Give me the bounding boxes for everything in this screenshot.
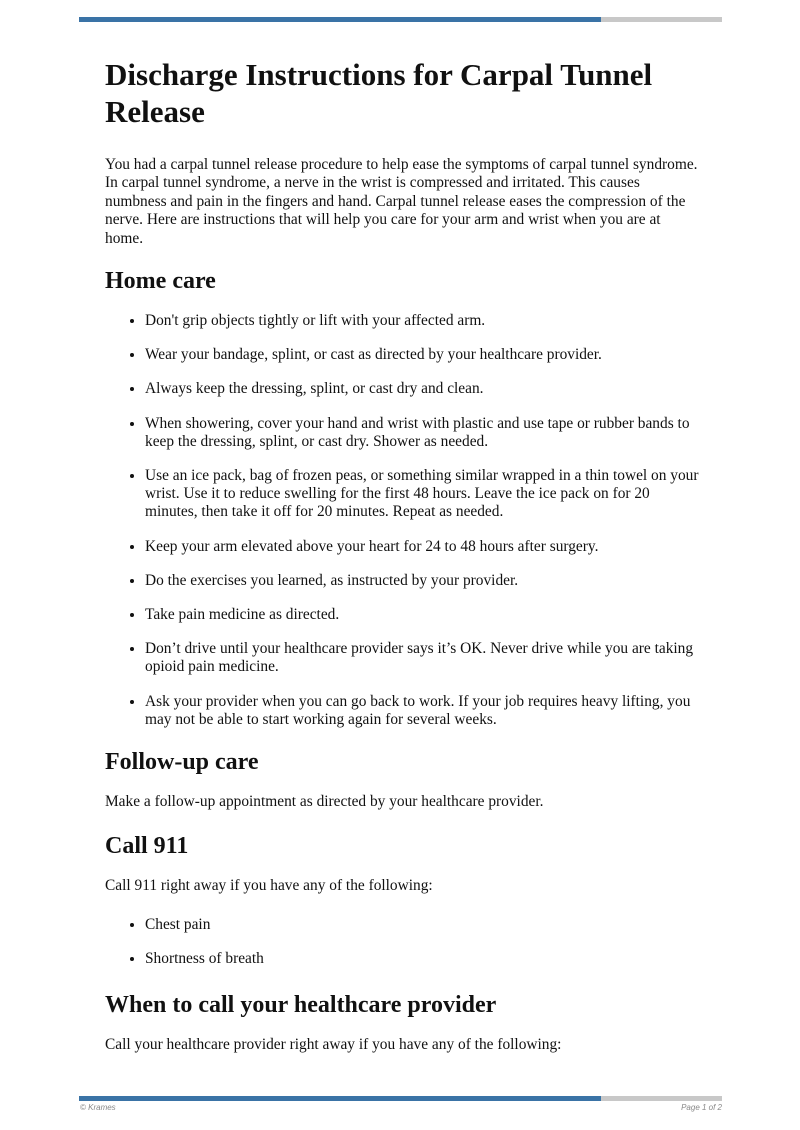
call-911-heading: Call 911 xyxy=(105,833,189,860)
follow-up-heading: Follow-up care xyxy=(105,749,259,776)
call-911-text: Call 911 right away if you have any of the following: xyxy=(105,877,433,895)
list-item: • Shortness of breath xyxy=(145,950,700,968)
intro-paragraph: You had a carpal tunnel release procedure to help ease the symptoms of carpal tunnel syndrome. In carpal tunnel syndrome, a nerve in the wrist is compressed and irritated. This causes numbness and pain in the fingers and hand. Carpal tunnel release eases the compression of the nerve. Here are instructions that will help you care for your arm and wrist when you are at home. xyxy=(105,156,698,247)
header-rule xyxy=(79,17,722,22)
when-to-call-heading: When to call your healthcare provider xyxy=(105,992,497,1019)
footer-copyright: © Krames xyxy=(80,1103,116,1112)
follow-up-text: Make a follow-up appointment as directed by your healthcare provider. xyxy=(105,793,544,811)
list-item: • Keep your arm elevated above your heart for 24 to 48 hours after surgery. xyxy=(145,538,700,556)
list-item: • Use an ice pack, bag of frozen peas, or something similar wrapped in a thin towel on your wrist. Use it to reduce swelling for the first 48 hours. Leave the ice pack on for 20 minutes, then take it off for 20 minutes. Repeat as needed. xyxy=(145,467,700,522)
list-item: • Don't grip objects tightly or lift with your affected arm. xyxy=(145,312,700,330)
list-item: • Do the exercises you learned, as instructed by your provider. xyxy=(145,572,700,590)
list-item: • When showering, cover your hand and wrist with plastic and use tape or rubber bands to keep the dressing, splint, or cast dry. Shower as needed. xyxy=(145,415,700,451)
list-item: • Don’t drive until your healthcare provider says it’s OK. Never drive while you are taking opioid pain medicine. xyxy=(145,640,700,676)
when-to-call-text: Call your healthcare provider right away if you have any of the following: xyxy=(105,1036,562,1054)
footer-rule xyxy=(79,1096,722,1101)
home-care-list xyxy=(105,312,700,729)
list-item: • Chest pain xyxy=(145,916,700,934)
footer-page-number: Page 1 of 2 xyxy=(681,1103,722,1112)
call-911-list xyxy=(105,916,700,968)
list-item: • Take pain medicine as directed. xyxy=(145,606,700,624)
document-body xyxy=(105,56,700,1075)
page-title: Discharge Instructions for Carpal Tunnel Release xyxy=(105,57,653,129)
header-rule-accent xyxy=(79,17,601,22)
list-item: • Ask your provider when you can go back to work. If your job requires heavy lifting, you may not be able to start working again for several weeks. xyxy=(145,693,700,729)
footer-rule-accent xyxy=(79,1096,601,1101)
home-care-heading: Home care xyxy=(105,268,216,295)
list-item: • Always keep the dressing, splint, or cast dry and clean. xyxy=(145,380,700,398)
list-item: • Wear your bandage, splint, or cast as directed by your healthcare provider. xyxy=(145,346,700,364)
